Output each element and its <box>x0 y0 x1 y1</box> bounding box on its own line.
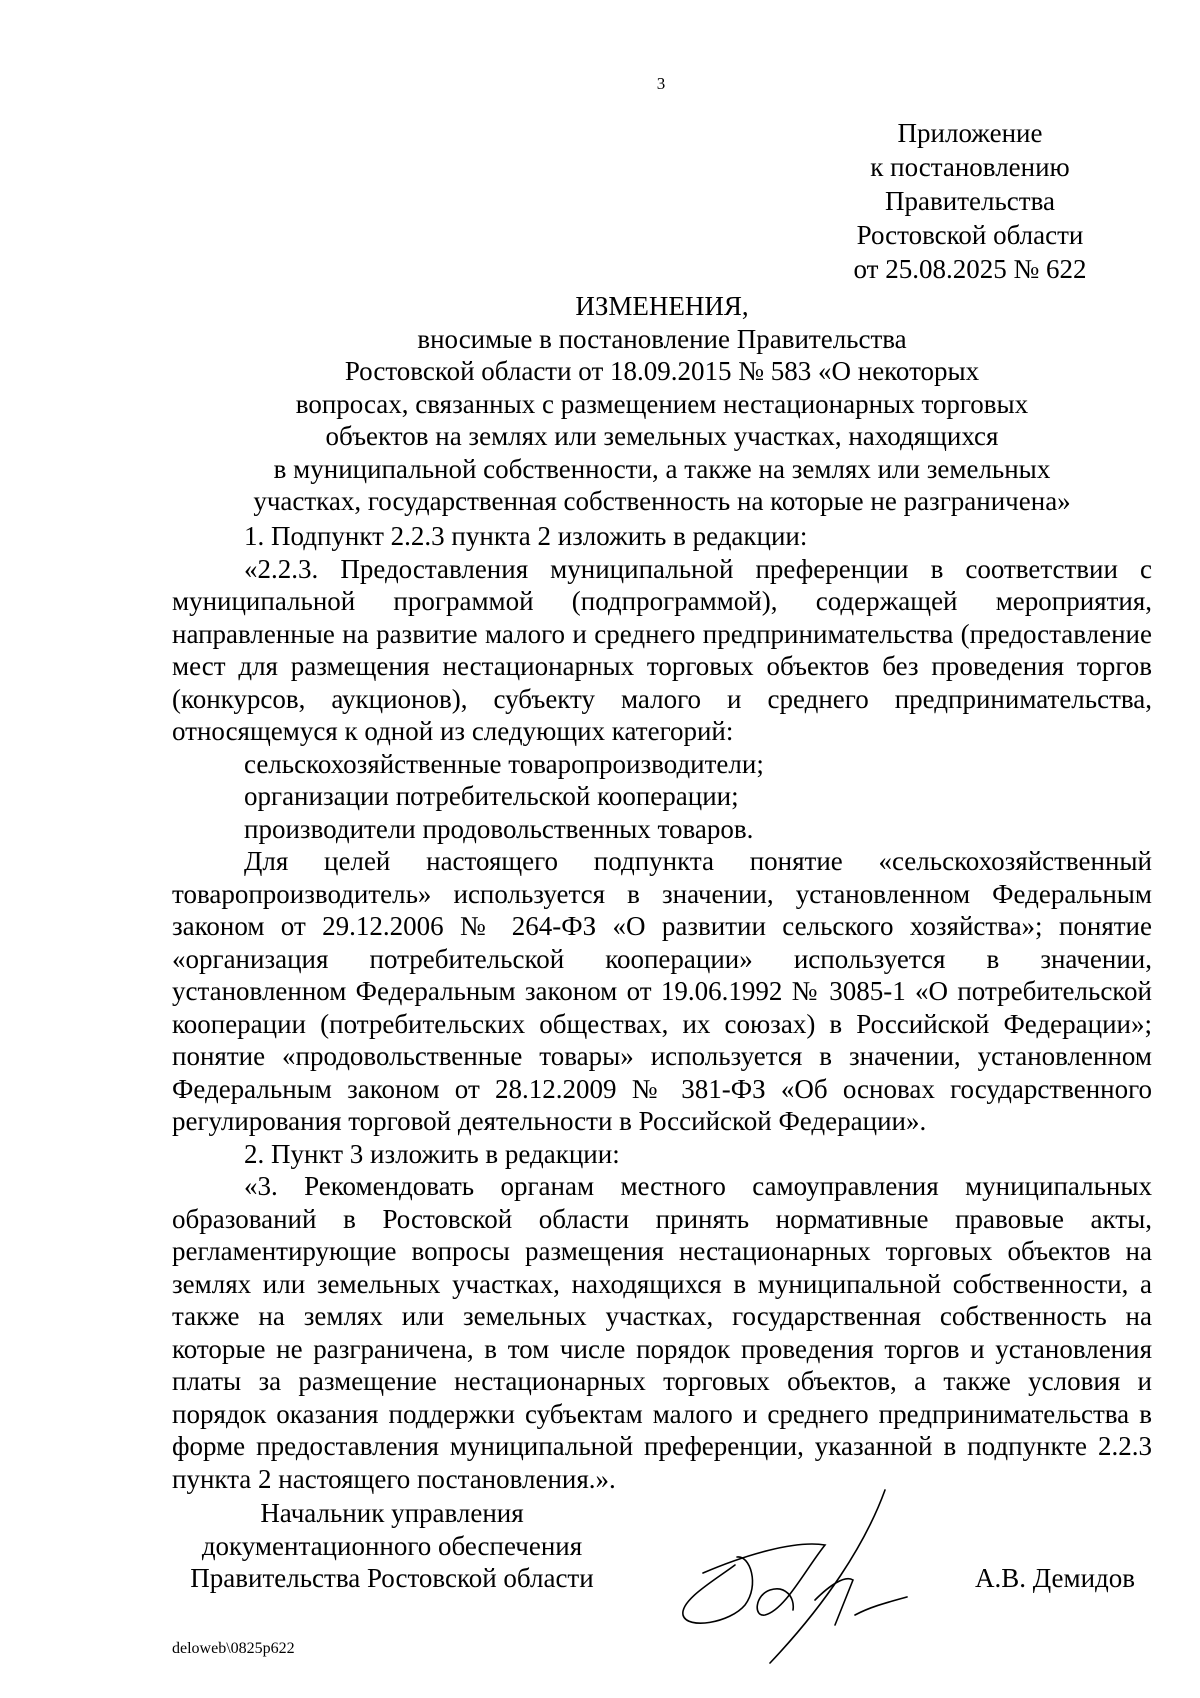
title-line: объектов на землях или земельных участках, находящихся <box>325 421 999 451</box>
paragraph-quote-3: «3. Рекомендовать органам местного самоуправления муниципальных образований в Ростовской области принять нормативные правовые акты, регламентирующие вопросы размещения нестационарных торговых объектов на землях или земельных участках, находящихся в муниципальной собственности, а также на землях или земельных участках, государственная собственность на которые не разграничена, в том числе порядок проведения торгов и установления платы за размещение нестационарных торговых объектов, а также условия и порядок оказания поддержки субъектам малого и среднего предпринимательства в форме предоставления муниципальной преференции, указанной в подпункте 2.2.3 пункта 2 настоящего постановления.». <box>172 1171 1152 1494</box>
signatory-position <box>172 1497 612 1595</box>
document-title <box>172 290 1152 518</box>
appendix-line: Правительства <box>885 186 1055 216</box>
paragraph-category: производители продовольственных товаров. <box>244 813 754 844</box>
position-line: Начальник управления <box>260 1498 524 1528</box>
paragraph-item-1: 1. Подпункт 2.2.3 пункта 2 изложить в редакции: <box>244 521 808 551</box>
title-line: вопросах, связанных с размещением нестационарных торговых <box>295 388 1029 419</box>
appendix-line: Приложение <box>897 118 1043 148</box>
title-line: вносимые в постановление Правительства <box>417 323 907 354</box>
document-body <box>172 520 1152 1495</box>
document-footer-code: deloweb\0825p622 <box>172 1640 295 1657</box>
paragraph-item-2: 2. Пункт 3 изложить в редакции: <box>244 1138 620 1169</box>
position-line: документационного обеспечения <box>201 1530 583 1561</box>
page-number: 3 <box>656 74 666 93</box>
handwritten-signature <box>675 1485 975 1665</box>
appendix-line: Ростовской области <box>856 220 1084 250</box>
appendix-block <box>840 116 1100 286</box>
paragraph-quote-2-2-3: «2.2.3. Предоставления муниципальной преференции в соответствии с муниципальной программой (подпрограммой), содержащей мероприятия, направленные на развитие малого и среднего предпринимательства (предоставление мест для размещения нестационарных торговых объектов без проведения торгов (конкурсов, аукционов), субъекту малого и среднего предпринимательства, относящемуся к одной из следующих категорий: <box>172 553 1152 746</box>
paragraph-definitions: Для целей настоящего подпункта понятие «сельскохозяйственный товаропроизводитель» используется в значении, установленном Федеральным законом от 29.12.2006 № 264-ФЗ «О развитии сельского хозяйства»; понятие «организация потребительской кооперации» используется в значении, установленном Федеральным законом от 19.06.1992 № 3085-1 «О потребительской кооперации (потребительских обществах, их союзах) в Российской Федерации»; понятие «продовольственные товары» используется в значении, установленном Федеральным законом от 28.12.2009 № 381-ФЗ «Об основах государственного регулирования торговой деятельности в Российской Федерации». <box>172 846 1152 1136</box>
position-line: Правительства Ростовской области <box>190 1563 594 1593</box>
title-line: участках, государственная собственность на которые не разграничена» <box>253 486 1071 516</box>
signatory-name: А.В. Демидов <box>975 1563 1136 1593</box>
paragraph-category: сельскохозяйственные товаропроизводители; <box>244 748 764 779</box>
title-line: Ростовской области от 18.09.2015 № 583 «О некоторых <box>344 356 980 386</box>
appendix-line: от 25.08.2025 № 622 <box>853 254 1087 284</box>
title-heading: ИЗМЕНЕНИЯ, <box>575 291 749 321</box>
title-line: в муниципальной собственности, а также на землях или земельных <box>273 453 1051 484</box>
paragraph-category: организации потребительской кооперации; <box>244 781 739 811</box>
appendix-line: к постановлению <box>870 152 1070 182</box>
